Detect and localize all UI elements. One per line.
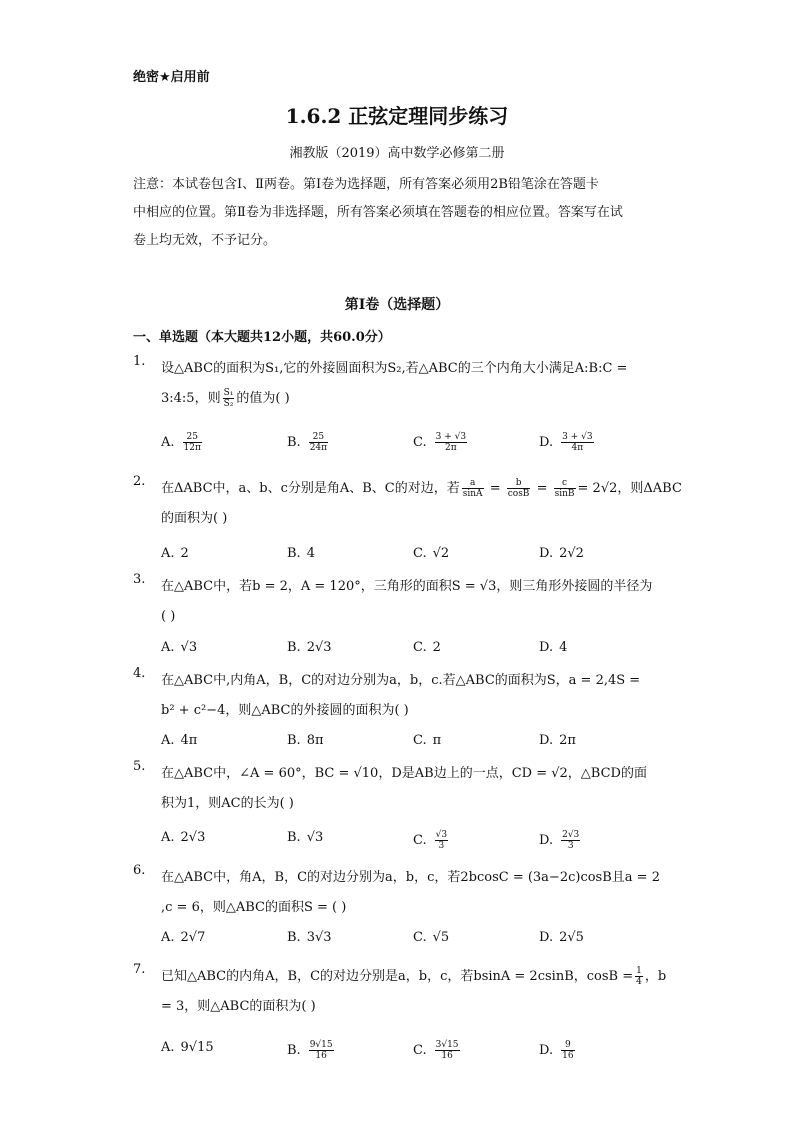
fraction — [435, 1040, 460, 1061]
fraction-denominator: 16 — [441, 1051, 453, 1061]
fraction-numerator: 9√15 — [309, 1040, 333, 1050]
option-label: D. — [539, 733, 554, 748]
option-d[interactable] — [539, 830, 582, 851]
option-b[interactable] — [287, 640, 332, 655]
option-label: B. — [287, 930, 301, 945]
option-label: B. — [287, 830, 301, 845]
option-text: √5 — [432, 930, 450, 945]
section-title: 第Ⅰ卷（选择题） — [344, 297, 450, 313]
option-label: D. — [539, 1043, 554, 1058]
fraction-numerator: 3 + √3 — [562, 432, 593, 442]
question-stem — [161, 759, 663, 819]
option-text: π — [432, 733, 442, 748]
fraction — [309, 432, 328, 453]
option-text: √3 — [306, 830, 324, 845]
question-stem — [161, 354, 663, 414]
option-text: 8π — [306, 733, 324, 748]
fraction-denominator: 16 — [562, 1051, 574, 1061]
option-label: A. — [161, 830, 175, 845]
option-a[interactable] — [161, 432, 204, 453]
option-label: D. — [539, 930, 554, 945]
notice-line: 注意：本试卷包含Ⅰ、Ⅱ两卷。第Ⅰ卷为选择题，所有答案必须用2B铅笔涂在答题卡 — [133, 177, 599, 192]
option-label: C. — [413, 930, 427, 945]
stem-text: 在ΔABC中，a、b、c分别是角A、B、C的对边，若 — [161, 481, 460, 496]
option-label: C. — [413, 546, 427, 561]
option-c[interactable] — [413, 640, 441, 655]
option-text: 2π — [559, 733, 576, 748]
fraction-numerator: 3 + √3 — [435, 432, 467, 442]
option-d[interactable] — [539, 733, 576, 748]
stem-line: 在△ABC中，若b = 2，A = 120°，三角形的面积S = √3，则三角形外接圆的半径为 — [161, 579, 653, 594]
option-b[interactable] — [287, 733, 324, 748]
stem-text: 3:4:5，则 — [161, 391, 221, 406]
option-label: C. — [413, 1043, 427, 1058]
option-label: C. — [413, 833, 427, 848]
option-text: 2√3 — [306, 640, 332, 655]
option-label: B. — [287, 546, 301, 561]
option-text: 4 — [306, 546, 315, 561]
fraction-numerator: √3 — [435, 830, 448, 840]
question-number: 2. — [133, 474, 146, 489]
option-a[interactable] — [161, 640, 197, 655]
option-c[interactable] — [413, 546, 449, 561]
fraction — [554, 478, 576, 499]
question-number: 1. — [133, 354, 146, 369]
fraction — [507, 478, 531, 499]
option-label: B. — [287, 640, 301, 655]
option-text: 4 — [559, 640, 568, 655]
notice-line: 卷上均无效，不予记分。 — [133, 233, 277, 248]
fraction-denominator: 2π — [445, 443, 457, 453]
fraction-denominator: 3 — [438, 841, 445, 851]
options-row — [161, 830, 661, 856]
option-c[interactable] — [413, 930, 449, 945]
question-1 — [133, 354, 663, 414]
stem-line — [161, 384, 663, 414]
fraction-denominator: cosB — [507, 489, 530, 499]
option-b[interactable] — [287, 930, 332, 945]
question-2 — [133, 474, 682, 534]
fraction-denominator: 16 — [315, 1051, 327, 1061]
option-label: D. — [539, 435, 554, 450]
option-label: A. — [161, 546, 175, 561]
option-text: 2√3 — [180, 830, 206, 845]
option-label: B. — [287, 1043, 301, 1058]
question-4 — [133, 666, 663, 726]
option-b[interactable] — [287, 432, 330, 453]
question-number: 5. — [133, 759, 146, 774]
option-a[interactable] — [161, 1040, 214, 1055]
stem-line: 在ΔABC中，a、b、c分别是角A、B、C的对边，若 $\frac{a}{\sin A}$ = $\frac{b}{\cos B}$ = $\frac{c}{\sin B}$ = 2√2，则ΔABC — [161, 478, 682, 499]
option-label: C. — [413, 435, 427, 450]
question-6 — [133, 863, 663, 923]
option-label: C. — [413, 733, 427, 748]
question-7 — [133, 962, 667, 1022]
fraction-denominator: 3 — [567, 841, 574, 851]
stem-line: 在△ABC中，∠A = 60°，BC = √10，D是AB边上的一点，CD = √2，△BCD的面 — [161, 766, 647, 781]
fraction-numerator: 3√15 — [435, 1040, 459, 1050]
fraction — [635, 966, 643, 987]
fraction-denominator: 4 — [636, 977, 642, 987]
option-c[interactable] — [413, 830, 450, 851]
fraction-denominator: sinB — [554, 489, 575, 499]
stem-text: 已知△ABC的内角A，B，C的对边分别是a，b，c，若bsinA = 2csinB，cosB = — [161, 969, 634, 984]
option-c[interactable] — [413, 432, 469, 453]
question-3 — [133, 572, 663, 632]
option-d[interactable] — [539, 930, 584, 945]
fraction — [561, 1040, 574, 1061]
fraction-numerator: S₁ — [223, 388, 234, 398]
option-label: A. — [161, 930, 175, 945]
option-c[interactable] — [413, 1040, 462, 1061]
fraction — [435, 432, 467, 453]
option-label: B. — [287, 733, 301, 748]
part-title: 一、单选题（本大题共12小题，共60.0分） — [133, 330, 391, 345]
option-a[interactable] — [161, 546, 189, 561]
page-title: 1.6.2 正弦定理同步练习 — [285, 104, 509, 128]
exam-notice — [133, 171, 663, 255]
options-row — [161, 432, 661, 458]
fraction-numerator: 2√3 — [562, 830, 580, 840]
options-row — [161, 546, 661, 572]
stem-line: ( ) — [161, 609, 176, 624]
stem-line: 在△ABC中，角A，B，C的对边分别为a，b，c，若2bcosC = (3a−2c)cosB且a = 2 — [161, 870, 660, 885]
question-stem — [161, 474, 682, 534]
stem-line — [161, 962, 667, 992]
fraction — [561, 432, 593, 453]
fraction-denominator: S₂ — [223, 399, 234, 409]
option-b[interactable] — [287, 546, 315, 561]
fraction-denominator: sinA — [462, 489, 483, 499]
question-stem — [161, 666, 663, 726]
fraction-denominator: 4π — [571, 443, 584, 453]
option-label: B. — [287, 435, 301, 450]
stem-line: 设△ABC的面积为S₁,它的外接圆面积为S₂,若△ABC的三个内角大小满足A:B:C = — [161, 361, 628, 376]
option-text: 2 — [180, 546, 189, 561]
fraction-denominator: 24π — [309, 443, 328, 453]
option-label: A. — [161, 640, 175, 655]
option-label: D. — [539, 833, 554, 848]
question-number: 7. — [133, 962, 146, 977]
option-label: A. — [161, 435, 175, 450]
option-c[interactable] — [413, 733, 441, 748]
option-text: 2√7 — [180, 930, 206, 945]
question-number: 3. — [133, 572, 146, 587]
option-label: D. — [539, 546, 554, 561]
option-text: 2√2 — [559, 546, 584, 561]
fraction-numerator: 25 — [183, 432, 202, 443]
fraction-numerator: 1 — [636, 966, 642, 976]
option-d[interactable] — [539, 432, 596, 453]
fraction-numerator: 9 — [561, 1040, 574, 1051]
option-a[interactable] — [161, 930, 205, 945]
stem-text: = 2√2，则ΔABC — [577, 481, 682, 496]
fraction-numerator: c — [554, 478, 576, 489]
option-a[interactable] — [161, 733, 197, 748]
fraction — [462, 478, 484, 499]
option-text: 3√3 — [306, 930, 332, 945]
stem-line: ,c = 6，则△ABC的面积S = ( ) — [161, 900, 347, 915]
fraction — [561, 830, 580, 851]
question-stem — [161, 962, 667, 1022]
secret-label: 绝密★启用前 — [133, 70, 210, 85]
stem-text: 的值为( ) — [236, 391, 290, 406]
stem-line: = 3，则△ABC的面积为( ) — [161, 999, 316, 1014]
option-a[interactable] — [161, 830, 205, 845]
question-stem — [161, 572, 663, 632]
option-text: √3 — [180, 640, 198, 655]
question-number: 6. — [133, 863, 146, 878]
page-subtitle: 湘教版（2019）高中数学必修第二册 — [289, 146, 505, 161]
question-number: 4. — [133, 666, 146, 681]
options-row — [161, 1040, 661, 1066]
option-label: C. — [413, 640, 427, 655]
question-stem — [161, 863, 663, 923]
fraction — [223, 388, 235, 409]
options-row — [161, 930, 661, 956]
option-text: 9√15 — [180, 1040, 214, 1055]
option-d[interactable] — [539, 640, 567, 655]
option-b[interactable] — [287, 830, 323, 845]
fraction — [183, 432, 202, 453]
option-text: 2√5 — [559, 930, 584, 945]
option-text: 2 — [432, 640, 441, 655]
option-d[interactable] — [539, 546, 584, 561]
fraction-denominator: 12π — [183, 443, 201, 453]
stem-line: 的面积为( ) — [161, 511, 228, 526]
option-text: √2 — [432, 546, 450, 561]
option-text: 4π — [180, 733, 198, 748]
stem-line: 在△ABC中,内角A，B，C的对边分别为a，b，c.若△ABC的面积为S，a = 2,4S = — [161, 673, 641, 688]
stem-line: 积为1，则AC的长为( ) — [161, 796, 294, 811]
option-d[interactable] — [539, 1040, 577, 1061]
fraction — [435, 830, 448, 851]
fraction-numerator: a — [462, 478, 484, 489]
notice-line: 中相应的位置。第Ⅱ卷为非选择题，所有答案必须填在答题卷的相应位置。答案写在试 — [133, 205, 623, 220]
option-b[interactable] — [287, 1040, 336, 1061]
fraction-numerator: b — [507, 478, 531, 489]
option-label: A. — [161, 733, 175, 748]
option-label: A. — [161, 1040, 175, 1055]
fraction — [309, 1040, 334, 1061]
stem-text: ，b — [644, 969, 667, 984]
options-row — [161, 733, 661, 759]
fraction-numerator: 25 — [309, 432, 328, 443]
options-row — [161, 640, 661, 666]
option-label: D. — [539, 640, 554, 655]
question-5 — [133, 759, 663, 819]
stem-line: b² + c²−4，则△ABC的外接圆的面积为( ) — [161, 703, 409, 718]
